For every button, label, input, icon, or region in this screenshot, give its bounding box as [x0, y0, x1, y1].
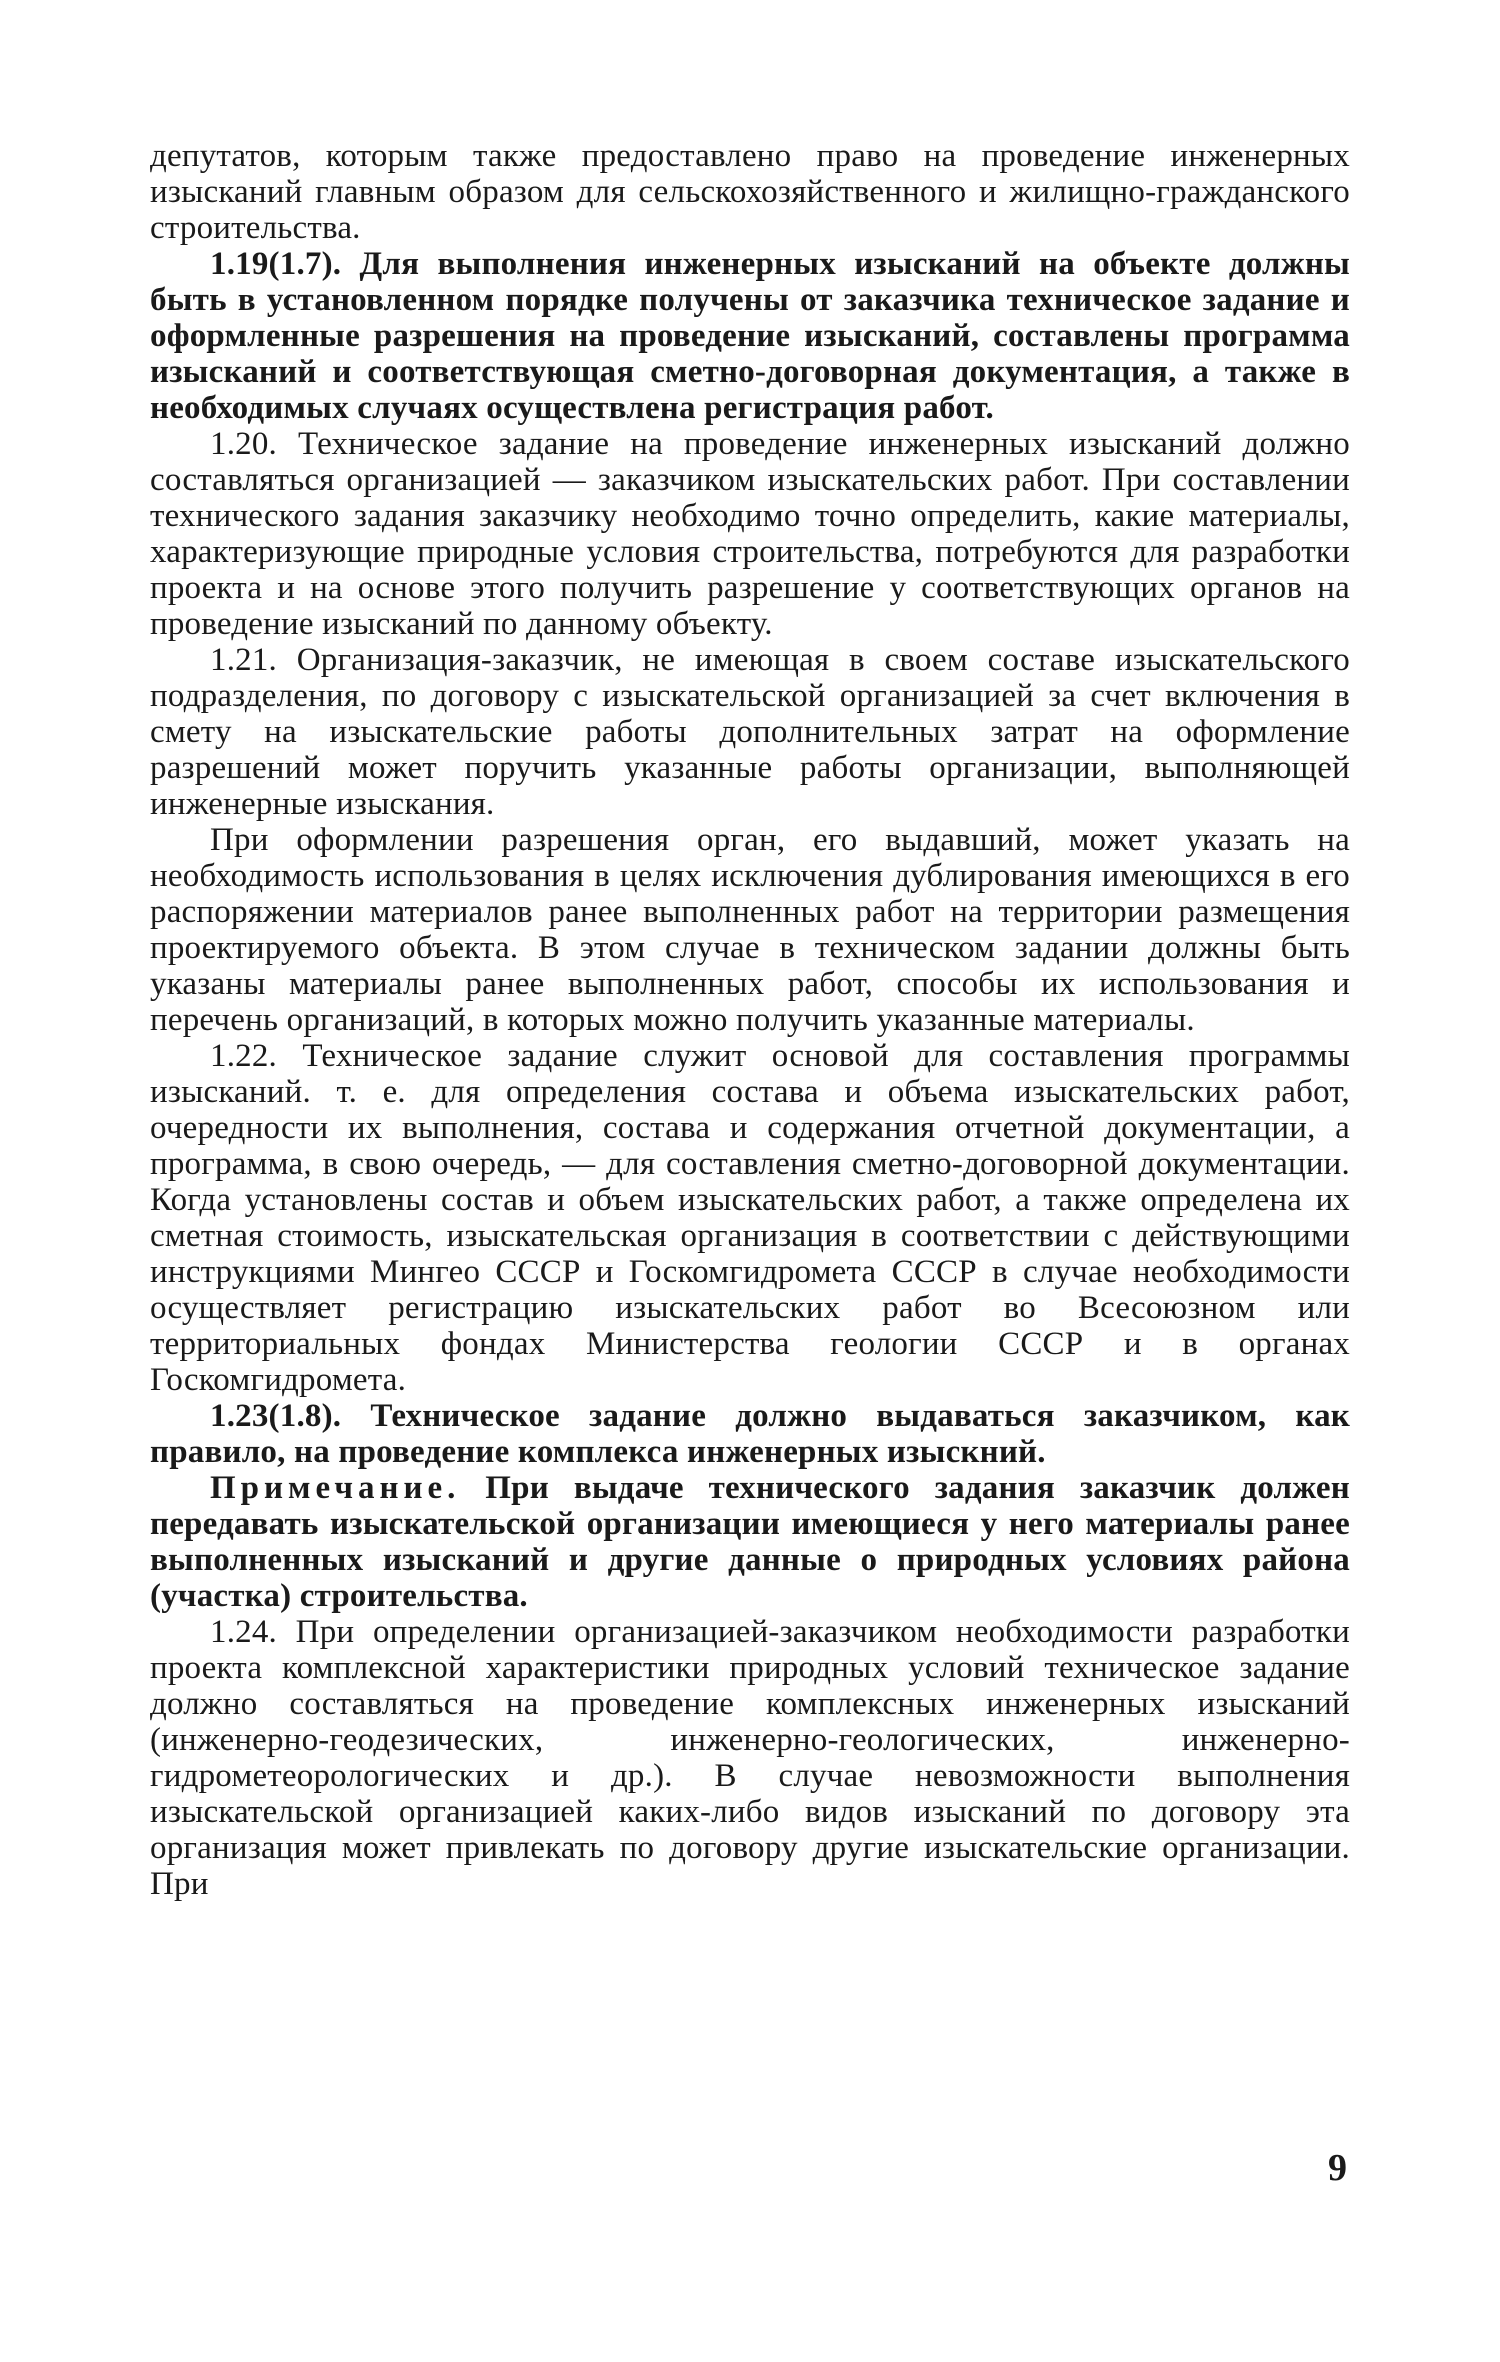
paragraph-1-23: 1.23(1.8). Техническое задание должно выдаваться заказчиком, как правило, на проведение комплекса инженерных изыскний. [150, 1398, 1350, 1470]
page-number: 9 [1328, 2147, 1347, 2189]
paragraph-1-21: 1.21. Организация-заказчик, не имеющая в своем составе изыскательского подразделения, по договору с изыскательской организацией за счет включения в смету на изыскательские работы дополнительных затрат на оформление разрешений может поручить указанные работы организации, выполняющей инженерные изыскания. [150, 642, 1350, 822]
paragraph-1-24: 1.24. При определении организацией-заказчиком необходимости разработки проекта комплексной характеристики природных условий техническое задание должно составляться на проведение комплексных инженерных изысканий (инженерно-геодезических, инженерно-геологических, инженерно-гидрометеорологических и др.). В случае невозможности выполнения изыскательской организацией каких-либо видов изысканий по договору эта организация может привлекать по договору другие изыскательские организации. При [150, 1614, 1350, 1902]
note-paragraph [150, 1470, 1350, 1614]
note-text: При выдаче технического задания заказчик должен передавать изыскательской организации имеющиеся у него материалы ранее выполненных изысканий и другие данные о природных условиях района (участка) строительства. [150, 1470, 1350, 1614]
note-label: Примечание. [210, 1470, 461, 1506]
paragraph-1-19: 1.19(1.7). Для выполнения инженерных изысканий на объекте должны быть в установленном порядке получены от заказчика техническое задание и оформленные разрешения на проведение изысканий, составлены программа изысканий и соответствующая сметно-договорная документация, а также в необходимых случаях осуществлена регистрация работ. [150, 246, 1350, 426]
paragraph-continuation: депутатов, которым также предоставлено право на проведение инженерных изысканий главным образом для сельскохозяйственного и жилищно-гражданского строительства. [150, 138, 1350, 246]
paragraph-1-22: 1.22. Техническое задание служит основой для составления программы изысканий. т. е. для определения состава и объема изыскательских работ, очередности их выполнения, состава и содержания отчетной документации, а программа, в свою очередь, — для составления сметно-договорной документации. Когда установлены состав и объем изыскательских работ, а также определена их сметная стоимость, изыскательская организация в соответствии с действующими инструкциями Мингео СССР и Госкомгидромета СССР в случае необходимости осуществляет регистрацию изыскательских работ во Всесоюзном или территориальных фондах Министерства геологии СССР и в органах Госкомгидромета. [150, 1038, 1350, 1398]
paragraph-1-20: 1.20. Техническое задание на проведение инженерных изысканий должно составляться организацией — заказчиком изыскательских работ. При составлении технического задания заказчику необходимо точно определить, какие материалы, характеризующие природные условия строительства, потребуются для разработки проекта и на основе этого получить разрешение у соответствующих органов на проведение изысканий по данному объекту. [150, 426, 1350, 642]
paragraph-1-21-continued: При оформлении разрешения орган, его выдавший, может указать на необходимость использования в целях исключения дублирования имеющихся в его распоряжении материалов ранее выполненных работ на территории размещения проектируемого объекта. В этом случае в техническом задании должны быть указаны материалы ранее выполненных работ, способы их использования и перечень организаций, в которых можно получить указанные материалы. [150, 822, 1350, 1038]
document-page [150, 138, 1350, 1902]
